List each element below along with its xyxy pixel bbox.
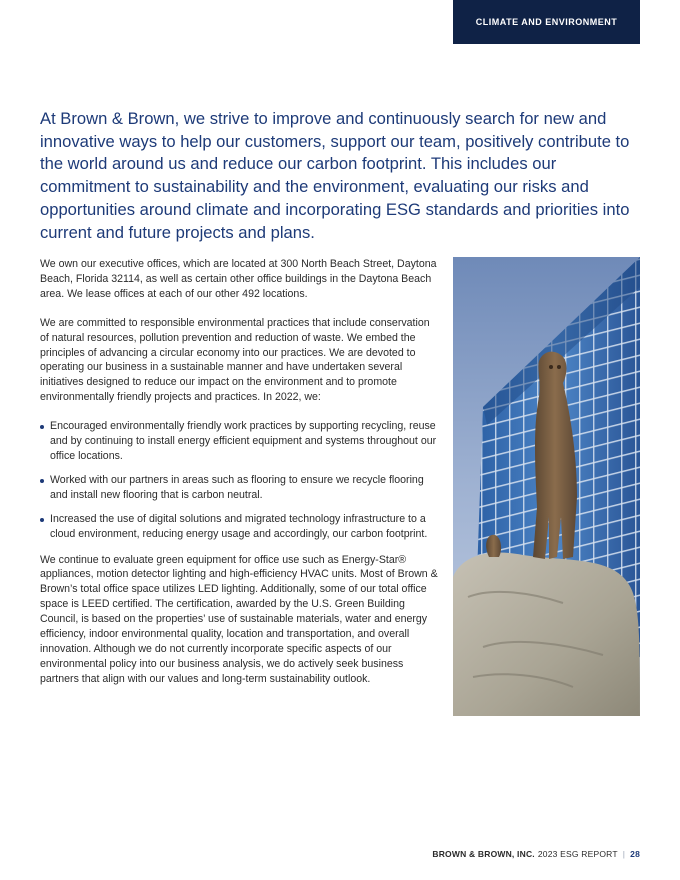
paragraph-commitment: We are committed to responsible environmental practices that include conservation of natural resources, pollution prevention and reduction of waste. We embed the principles of advancing a circular economy into our practices. We are devoted to operating our business in a sustainable manner and have undertaken several initiatives designed to reduce our impact on the environment and to promote environmentally friendly projects and practices. In 2022, we:: [40, 316, 430, 404]
page-number: 28: [630, 849, 640, 859]
list-item: [40, 473, 438, 503]
bullet-icon: [40, 479, 44, 483]
footer-separator: |: [622, 849, 626, 859]
list-item-text: Encouraged environmentally friendly work practices by supporting recycling, reuse and by continuing to install energy efficient equipment and systems throughout our office locations.: [50, 420, 437, 462]
footer-company: BROWN & BROWN, INC.: [432, 849, 535, 859]
bullet-icon: [40, 425, 44, 429]
paragraph-offices: We own our executive offices, which are located at 300 North Beach Street, Daytona Beach, Florida 32114, as well as certain other office buildings in the Daytona Beach area. We lease offices at each of our other 492 locations.: [40, 258, 437, 300]
cheetah-statue-photo: [453, 257, 640, 716]
list-item-text: Worked with our partners in areas such as flooring to ensure we recycle flooring and install new flooring that is carbon neutral.: [50, 473, 424, 501]
page-footer: [432, 849, 640, 859]
initiatives-list: [40, 419, 438, 541]
section-label: CLIMATE AND ENVIRONMENT: [475, 17, 618, 27]
bullet-icon: [40, 518, 44, 522]
footer-report-title: 2023 ESG REPORT: [537, 849, 618, 859]
body-column: [40, 257, 438, 701]
intro-statement: At Brown & Brown, we strive to improve and continuously search for new and innovative ways to help our customers, support our team, positively contribute to the world around us and reduce our carbon footprint. This includes our commitment to sustainability and the environment, evaluating our risks and opportunities around climate and incorporating ESG standards and priorities into current and future projects and plans.: [40, 109, 630, 242]
list-item: [40, 512, 438, 542]
paragraph-green-equipment: We continue to evaluate green equipment for office use such as Energy-Star® appliances, motion detector lighting and high-efficiency HVAC units. Most of Brown & Brown’s total office space utilizes LED lighting. Additionally, some of our total office space is LEED certified. The certification, awarded by the U.S. Green Building Council, is based on the properties’ use of sustainable materials, water and energy efficiency, indoor environmental quality, location and transportation, and overall innovation. Although we do not currently incorporate specific aspects of our environmental policy into our business analysis, we do actively seek business partners that align with our values and long-term sustainability outlook.: [40, 553, 438, 685]
list-item: [40, 419, 438, 464]
list-item-text: Increased the use of digital solutions and migrated technology infrastructure to a cloud environment, reducing energy usage and accordingly, our carbon footprint.: [50, 512, 428, 540]
cheetah-statue-icon: [453, 257, 640, 716]
section-tab: [453, 0, 640, 44]
